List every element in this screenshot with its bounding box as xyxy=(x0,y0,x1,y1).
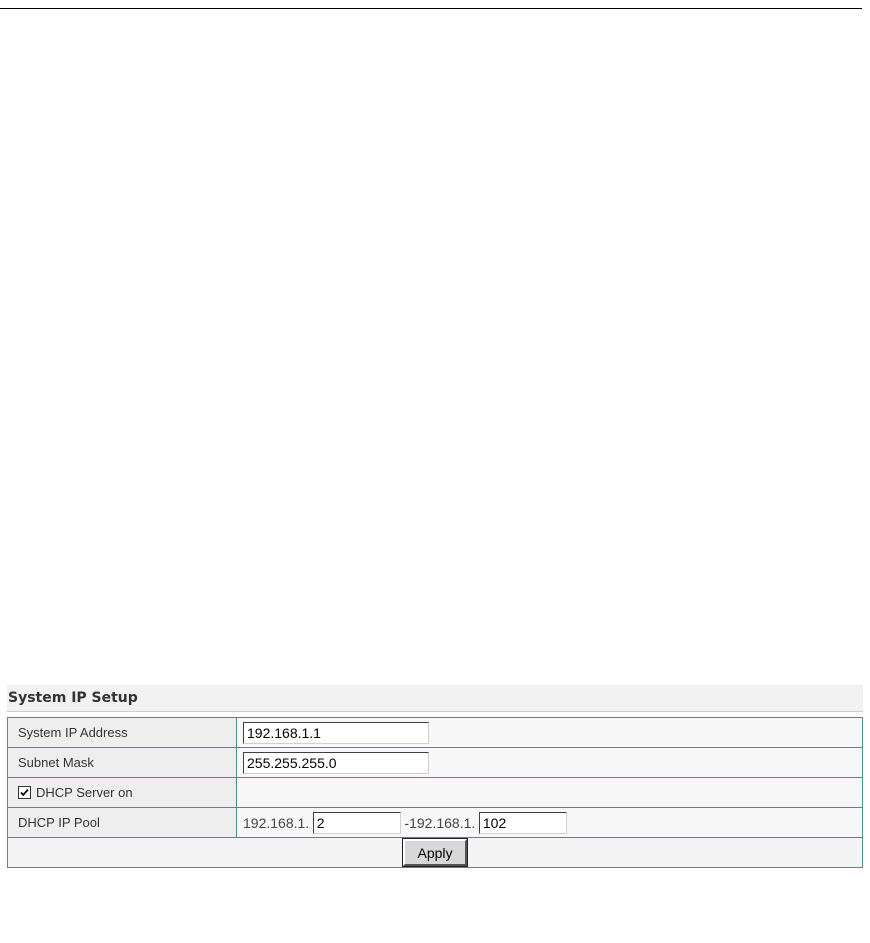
subnet-mask-cell xyxy=(237,748,863,778)
pool-end-prefix: -192.168.1. xyxy=(404,814,476,831)
system-ip-address-input[interactable] xyxy=(243,722,429,744)
dhcp-ip-pool-label: DHCP IP Pool xyxy=(8,808,237,838)
table-row xyxy=(8,748,863,778)
ip-setup-table xyxy=(7,717,863,868)
system-ip-setup-panel xyxy=(7,685,863,868)
dhcp-server-cell xyxy=(8,778,237,808)
top-divider xyxy=(0,8,862,9)
system-ip-address-label: System IP Address xyxy=(8,718,237,748)
pool-end-input[interactable] xyxy=(479,812,567,834)
subnet-mask-input[interactable] xyxy=(243,752,429,774)
section-title: System IP Setup xyxy=(7,685,863,712)
dhcp-server-checkbox[interactable] xyxy=(18,786,31,799)
apply-cell xyxy=(8,838,863,868)
apply-button[interactable]: Apply xyxy=(403,839,466,866)
table-row xyxy=(8,838,863,868)
table-row xyxy=(8,808,863,838)
checkmark-icon xyxy=(19,787,30,798)
dhcp-server-empty-cell xyxy=(237,778,863,808)
subnet-mask-label: Subnet Mask xyxy=(8,748,237,778)
system-ip-address-cell xyxy=(237,718,863,748)
table-row xyxy=(8,778,863,808)
dhcp-ip-pool-cell xyxy=(237,808,863,838)
dhcp-server-label: DHCP Server on xyxy=(36,785,133,801)
pool-start-prefix: 192.168.1. xyxy=(243,814,310,831)
table-row xyxy=(8,718,863,748)
pool-start-input[interactable] xyxy=(313,812,401,834)
